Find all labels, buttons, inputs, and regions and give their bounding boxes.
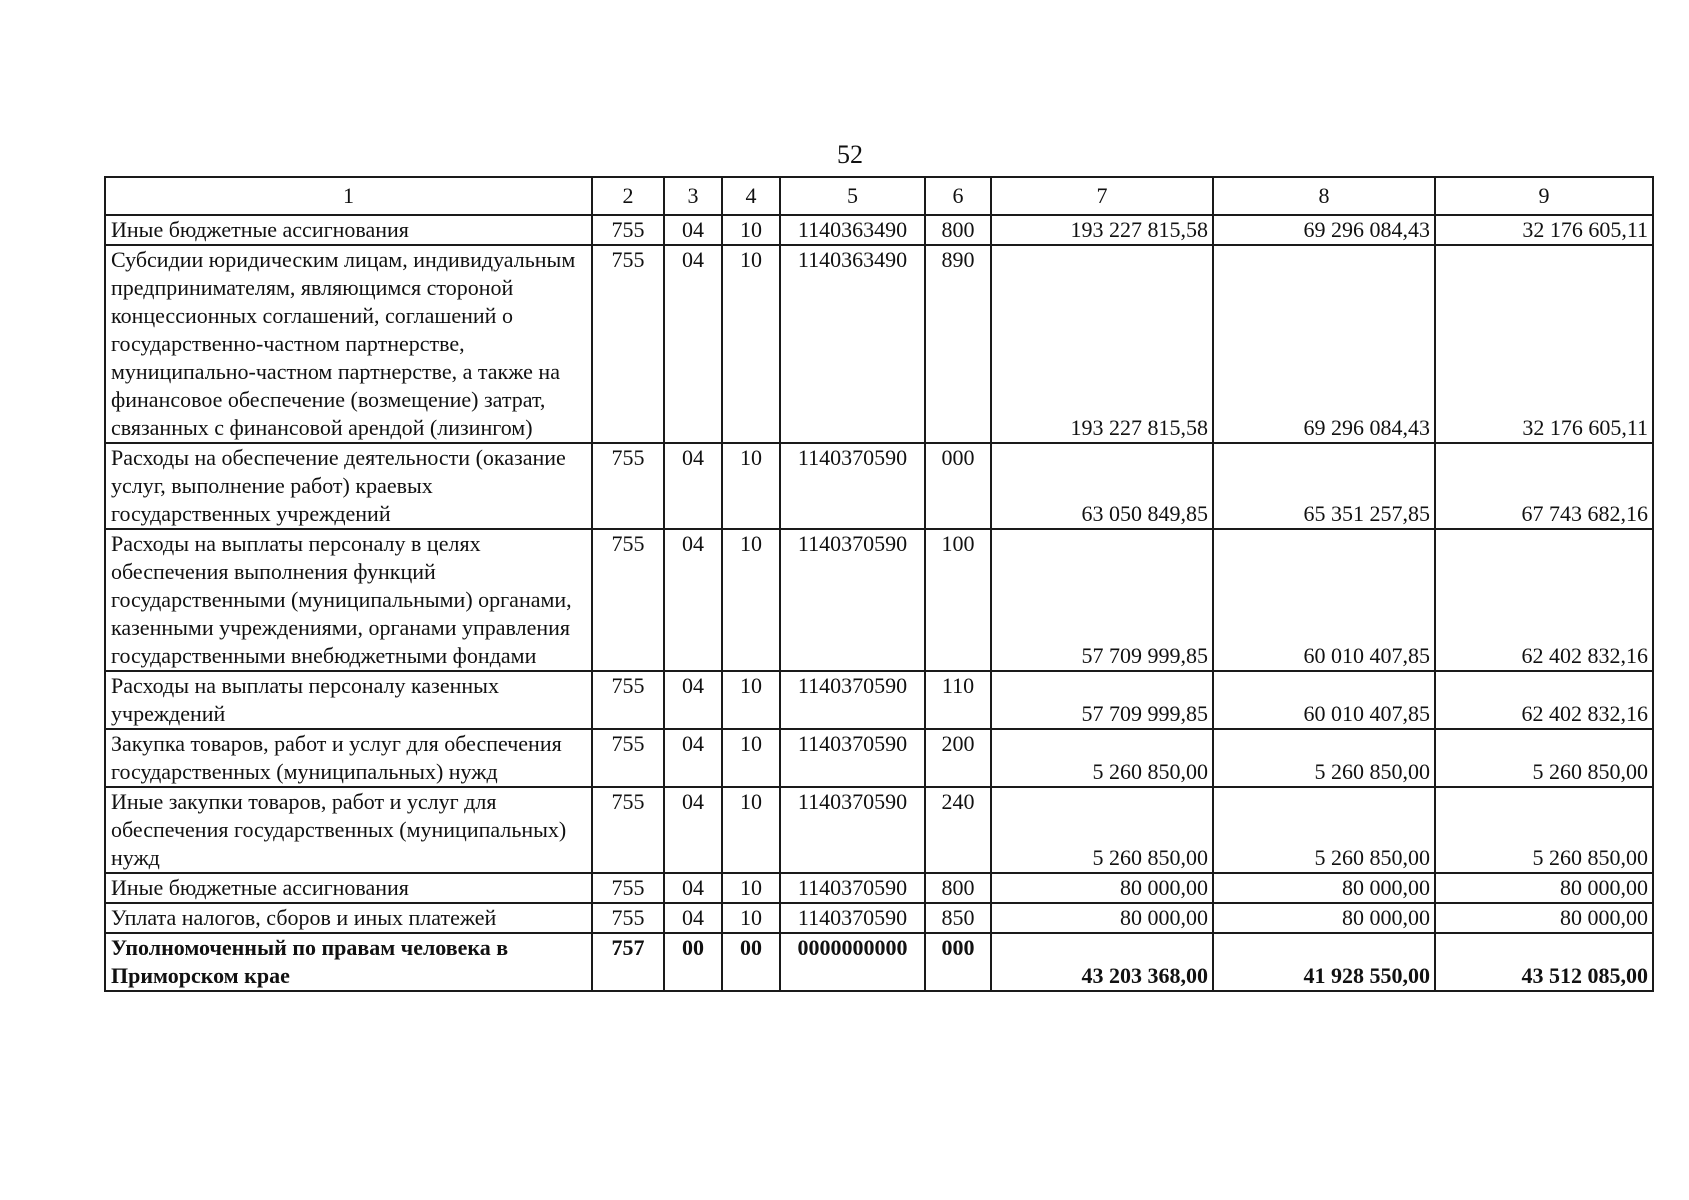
code-cell: 1140363490 bbox=[780, 215, 925, 245]
code-cell: 10 bbox=[722, 443, 780, 529]
table-row bbox=[105, 873, 1653, 903]
code-cell: 240 bbox=[925, 787, 991, 873]
table-header-row bbox=[105, 177, 1653, 215]
code-cell: 1140370590 bbox=[780, 529, 925, 671]
code-cell: 04 bbox=[664, 873, 722, 903]
row-name: Субсидии юридическим лицам, индивидуальным предпринимателям, являющимся стороной концессионных соглашений, соглашений о государственно-частном партнерстве, муниципально-частном партнерстве, а также на финансовое обеспечение (возмещение) затрат, связанных с финансовой арендой (лизингом) bbox=[105, 245, 592, 443]
code-cell: 1140370590 bbox=[780, 443, 925, 529]
amount-cell: 5 260 850,00 bbox=[991, 729, 1213, 787]
code-cell: 04 bbox=[664, 787, 722, 873]
column-header: 5 bbox=[780, 177, 925, 215]
code-cell: 890 bbox=[925, 245, 991, 443]
code-cell: 04 bbox=[664, 215, 722, 245]
row-name: Расходы на обеспечение деятельности (оказание услуг, выполнение работ) краевых государственных учреждений bbox=[105, 443, 592, 529]
row-name: Расходы на выплаты персоналу в целях обеспечения выполнения функций государственными (муниципальными) органами, казенными учреждениями, органами управления государственными внебюджетными фондами bbox=[105, 529, 592, 671]
table-row bbox=[105, 245, 1653, 443]
code-cell: 1140370590 bbox=[780, 729, 925, 787]
code-cell: 04 bbox=[664, 245, 722, 443]
amount-cell: 193 227 815,58 bbox=[991, 245, 1213, 443]
amount-cell: 57 709 999,85 bbox=[991, 529, 1213, 671]
column-header: 8 bbox=[1213, 177, 1435, 215]
amount-cell: 5 260 850,00 bbox=[1435, 787, 1653, 873]
code-cell: 00 bbox=[664, 933, 722, 991]
amount-cell: 193 227 815,58 bbox=[991, 215, 1213, 245]
code-cell: 1140370590 bbox=[780, 903, 925, 933]
code-cell: 755 bbox=[592, 787, 664, 873]
code-cell: 850 bbox=[925, 903, 991, 933]
amount-cell: 69 296 084,43 bbox=[1213, 215, 1435, 245]
code-cell: 10 bbox=[722, 729, 780, 787]
code-cell: 04 bbox=[664, 443, 722, 529]
page-number: 52 bbox=[837, 140, 863, 169]
code-cell: 04 bbox=[664, 529, 722, 671]
column-header: 1 bbox=[105, 177, 592, 215]
row-name: Иные закупки товаров, работ и услуг для обеспечения государственных (муниципальных) нужд bbox=[105, 787, 592, 873]
row-name: Закупка товаров, работ и услуг для обеспечения государственных (муниципальных) нужд bbox=[105, 729, 592, 787]
amount-cell: 62 402 832,16 bbox=[1435, 671, 1653, 729]
code-cell: 1140370590 bbox=[780, 671, 925, 729]
amount-cell: 63 050 849,85 bbox=[991, 443, 1213, 529]
amount-cell: 80 000,00 bbox=[1435, 873, 1653, 903]
code-cell: 1140370590 bbox=[780, 873, 925, 903]
code-cell: 100 bbox=[925, 529, 991, 671]
code-cell: 10 bbox=[722, 215, 780, 245]
amount-cell: 41 928 550,00 bbox=[1213, 933, 1435, 991]
code-cell: 04 bbox=[664, 671, 722, 729]
code-cell: 04 bbox=[664, 729, 722, 787]
amount-cell: 80 000,00 bbox=[991, 873, 1213, 903]
code-cell: 755 bbox=[592, 529, 664, 671]
code-cell: 04 bbox=[664, 903, 722, 933]
amount-cell: 32 176 605,11 bbox=[1435, 215, 1653, 245]
code-cell: 10 bbox=[722, 529, 780, 671]
code-cell: 800 bbox=[925, 215, 991, 245]
code-cell: 10 bbox=[722, 245, 780, 443]
code-cell: 000 bbox=[925, 933, 991, 991]
column-header: 6 bbox=[925, 177, 991, 215]
code-cell: 10 bbox=[722, 903, 780, 933]
amount-cell: 5 260 850,00 bbox=[1213, 787, 1435, 873]
budget-table bbox=[104, 176, 1654, 992]
amount-cell: 65 351 257,85 bbox=[1213, 443, 1435, 529]
code-cell: 755 bbox=[592, 245, 664, 443]
table-row bbox=[105, 215, 1653, 245]
code-cell: 1140363490 bbox=[780, 245, 925, 443]
row-name: Расходы на выплаты персоналу казенных учреждений bbox=[105, 671, 592, 729]
code-cell: 755 bbox=[592, 443, 664, 529]
amount-cell: 32 176 605,11 bbox=[1435, 245, 1653, 443]
code-cell: 200 bbox=[925, 729, 991, 787]
amount-cell: 5 260 850,00 bbox=[1213, 729, 1435, 787]
code-cell: 10 bbox=[722, 873, 780, 903]
code-cell: 10 bbox=[722, 671, 780, 729]
code-cell: 00 bbox=[722, 933, 780, 991]
amount-cell: 80 000,00 bbox=[991, 903, 1213, 933]
code-cell: 10 bbox=[722, 787, 780, 873]
code-cell: 757 bbox=[592, 933, 664, 991]
table-row bbox=[105, 729, 1653, 787]
amount-cell: 60 010 407,85 bbox=[1213, 529, 1435, 671]
amount-cell: 43 512 085,00 bbox=[1435, 933, 1653, 991]
code-cell: 755 bbox=[592, 215, 664, 245]
column-header: 2 bbox=[592, 177, 664, 215]
row-name: Иные бюджетные ассигнования bbox=[105, 215, 592, 245]
column-header: 9 bbox=[1435, 177, 1653, 215]
code-cell: 755 bbox=[592, 873, 664, 903]
code-cell: 1140370590 bbox=[780, 787, 925, 873]
code-cell: 755 bbox=[592, 903, 664, 933]
column-header: 7 bbox=[991, 177, 1213, 215]
table-row-total bbox=[105, 933, 1653, 991]
code-cell: 800 bbox=[925, 873, 991, 903]
column-header: 3 bbox=[664, 177, 722, 215]
amount-cell: 80 000,00 bbox=[1213, 873, 1435, 903]
row-name: Уплата налогов, сборов и иных платежей bbox=[105, 903, 592, 933]
amount-cell: 5 260 850,00 bbox=[991, 787, 1213, 873]
row-name: Иные бюджетные ассигнования bbox=[105, 873, 592, 903]
amount-cell: 5 260 850,00 bbox=[1435, 729, 1653, 787]
code-cell: 755 bbox=[592, 729, 664, 787]
amount-cell: 67 743 682,16 bbox=[1435, 443, 1653, 529]
amount-cell: 80 000,00 bbox=[1435, 903, 1653, 933]
table-row bbox=[105, 671, 1653, 729]
table-row bbox=[105, 787, 1653, 873]
code-cell: 0000000000 bbox=[780, 933, 925, 991]
row-name: Уполномоченный по правам человека в Приморском крае bbox=[105, 933, 592, 991]
amount-cell: 57 709 999,85 bbox=[991, 671, 1213, 729]
amount-cell: 43 203 368,00 bbox=[991, 933, 1213, 991]
table-row bbox=[105, 443, 1653, 529]
amount-cell: 69 296 084,43 bbox=[1213, 245, 1435, 443]
table-row bbox=[105, 903, 1653, 933]
amount-cell: 80 000,00 bbox=[1213, 903, 1435, 933]
code-cell: 755 bbox=[592, 671, 664, 729]
table-row bbox=[105, 529, 1653, 671]
code-cell: 000 bbox=[925, 443, 991, 529]
amount-cell: 62 402 832,16 bbox=[1435, 529, 1653, 671]
code-cell: 110 bbox=[925, 671, 991, 729]
column-header: 4 bbox=[722, 177, 780, 215]
amount-cell: 60 010 407,85 bbox=[1213, 671, 1435, 729]
